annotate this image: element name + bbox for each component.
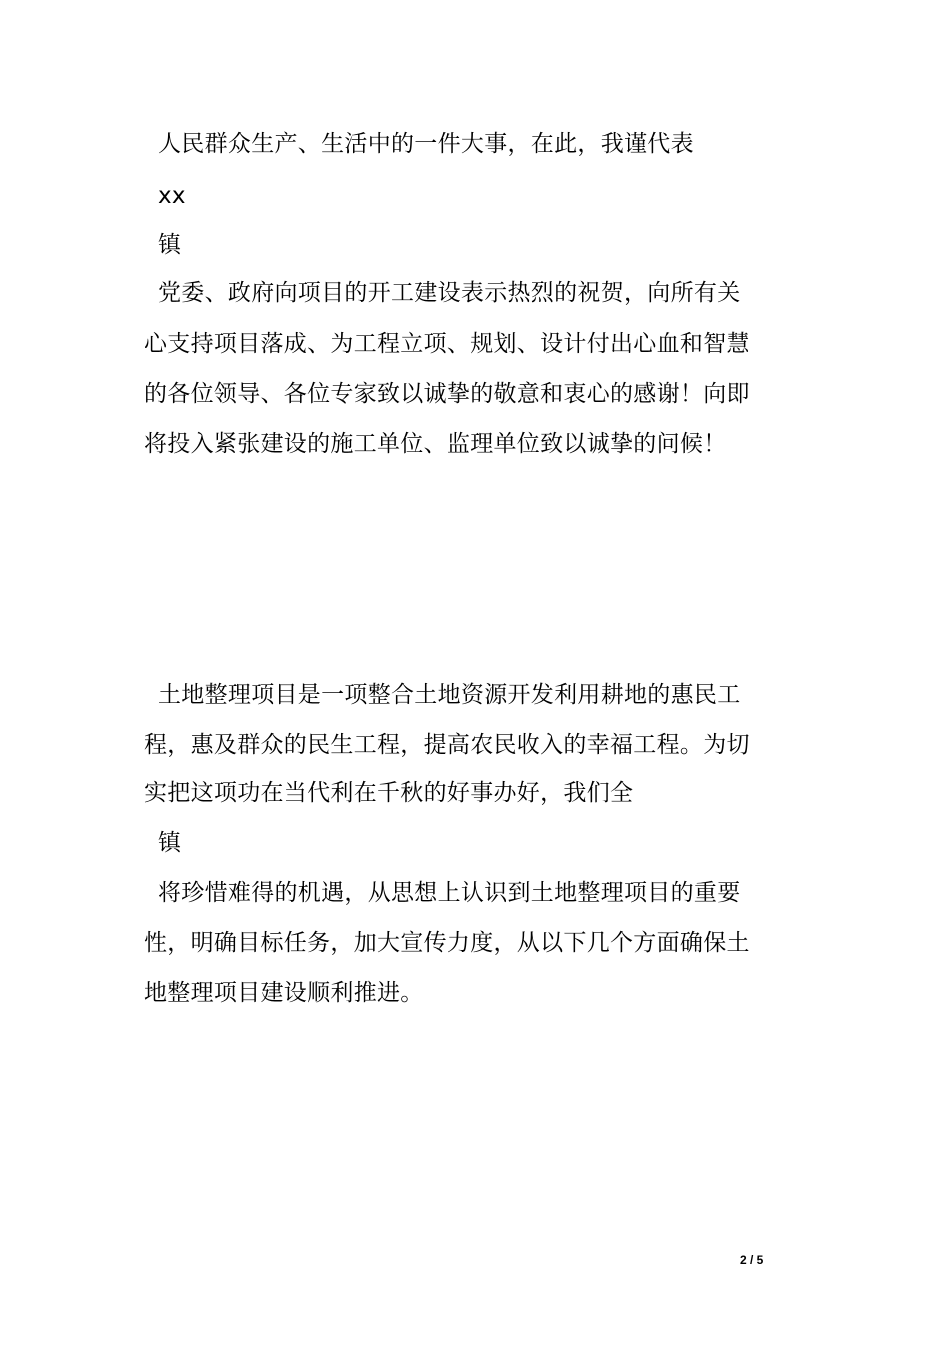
text-line: xx [158,183,186,209]
text-line: 土地整理项目是一项整合土地资源开发利用耕地的惠民工 [158,682,741,708]
text-line: 地整理项目建设顺利推进。 [144,980,424,1006]
text-line: 心支持项目落成、为工程立项、规划、设计付出心血和智慧 [144,331,750,357]
text-line: 镇 [158,830,182,856]
text-line: 将投入紧张建设的施工单位、监理单位致以诚挚的问候！ [144,431,727,457]
text-line: 程，惠及群众的民生工程，提高农民收入的幸福工程。为切 [144,732,750,758]
text-line: 人民群众生产、生活中的一件大事，在此，我谨代表 [158,131,694,157]
text-line: 将珍惜难得的机遇，从思想上认识到土地整理项目的重要 [158,880,741,906]
text-line: 党委、政府向项目的开工建设表示热烈的祝贺，向所有关 [158,280,741,306]
text-line: 镇 [158,232,182,258]
text-line: 性，明确目标任务，加大宣传力度，从以下几个方面确保土 [144,930,750,956]
text-line: 的各位领导、各位专家致以诚挚的敬意和衷心的感谢！向即 [144,381,750,407]
text-line: 实把这项功在当代利在千秋的好事办好，我们全 [144,780,634,806]
page-number: 2 / 5 [740,1253,764,1267]
